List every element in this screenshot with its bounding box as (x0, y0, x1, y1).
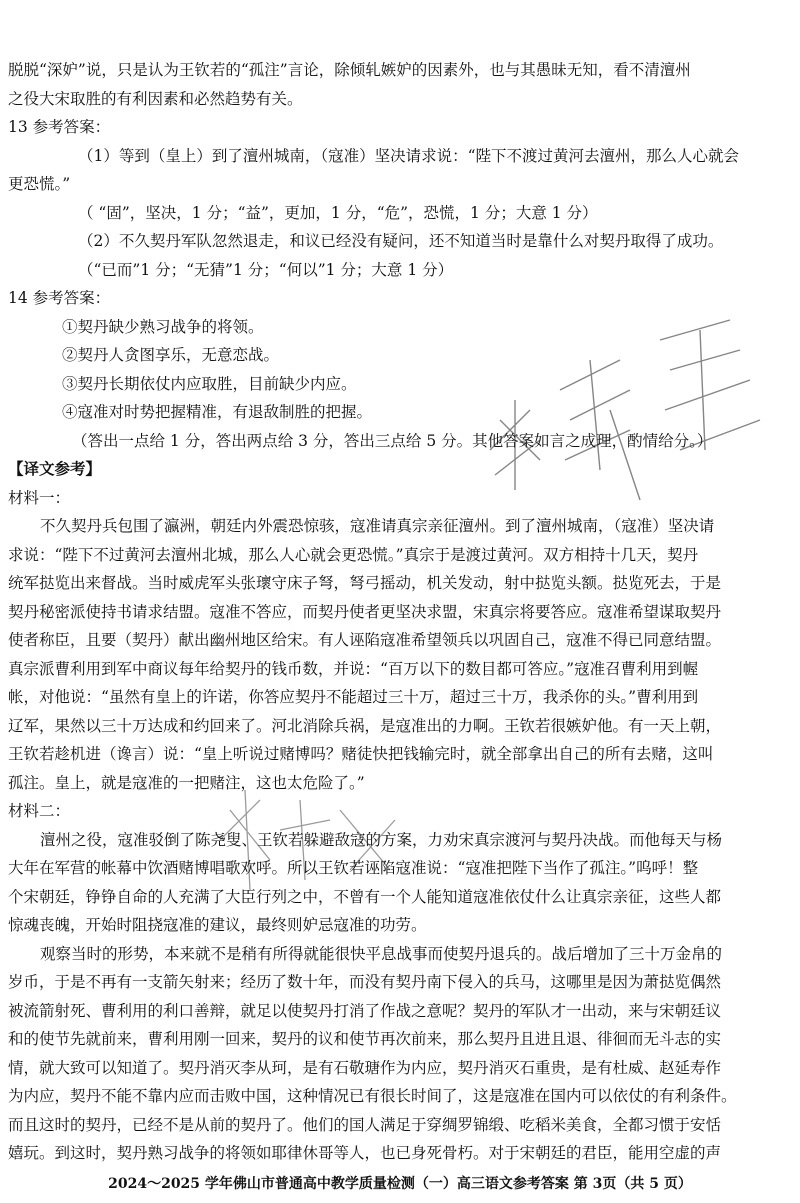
q13-heading: 13 参考答案： (8, 118, 111, 136)
material2-line: 被流箭射死、曹利用的利口善辩，就足以使契丹打消了作战之意呢？契丹的军队才一出动，来与宋朝廷议 (8, 1002, 722, 1020)
material2-line: 澶州之役，寇准驳倒了陈尧叟、王钦若躲避敌寇的方案，力劝宋真宗渡河与契丹决战。而他每天与杨 (40, 831, 723, 849)
material2-label: 材料二： (8, 802, 71, 820)
q13-line-1: （1）等到（皇上）到了澶州城南，（寇准）坚决请求说：“陛下不渡过黄河去澶州，那么人心就会 (78, 147, 740, 165)
material2-line: 和的使节先就前来，曹利用刚一回来，契丹的议和使节再次前来，那么契丹且进且退、徘徊而无斗志的实 (8, 1030, 722, 1048)
q14-line-5: （答出一点给 1 分，答出两点给 3 分，答出三点给 5 分。其他答案如言之成理，酌情给分。） (72, 432, 713, 450)
q14-line-3: ③契丹长期依仗内应取胜，目前缺少内应。 (62, 375, 357, 393)
q14-line-2: ②契丹人贪图享乐，无意恋战。 (62, 346, 280, 364)
intro-line-2: 之役大宋取胜的有利因素和必然趋势有关。 (8, 90, 303, 108)
q13-line-2: 更恐慌。” (8, 175, 71, 193)
material2-line: 惊魂丧魄，开始时阻挠寇准的建议，最终则妒忌寇准的功劳。 (8, 916, 427, 934)
material1-line: 帐，对他说：“虽然有皇上的许诺，你答应契丹不能超过三十万，超过三十万，我杀你的头。”曹利用到 (8, 688, 699, 706)
material2-line: 大年在军营的帐幕中饮酒赌博唱歌欢呼。所以王钦若诬陷寇准说：“寇准把陛下当作了孤注。”呜呼！整 (8, 859, 699, 877)
q14-line-4: ④寇准对时势把握精准，有退敌制胜的把握。 (62, 403, 373, 421)
material1-line: 孤注。皇上，就是寇准的一把赌注，这也太危险了。” (8, 774, 365, 792)
material1-line: 使者称臣，且要（契丹）献出幽州地区给宋。有人诬陷寇准希望领兵以巩固自己，寇准不得已同意结盟。 (8, 631, 722, 649)
material1-line: 求说：“陛下不过黄河去澶州北城，那么人心就会更恐慌。”真宗于是渡过黄河。双方相持十几天，契丹 (8, 546, 699, 564)
page-footer: 2024～2025 学年佛山市普通高中教学质量检测（一）高三语文参考答案 第 3页（共 5 页） (108, 1176, 692, 1192)
material2-line: 岁币，于是不再有一支箭矢射来；经历了数十年，而没有契丹南下侵入的兵马，这哪里是因为萧挞览偶然 (8, 973, 722, 991)
material1-label: 材料一： (8, 489, 71, 507)
material1-line: 契丹秘密派使持书请求结盟。寇准不答应，而契丹使者更坚决求盟，宋真宗将要答应。寇准希望谋取契丹 (8, 603, 722, 621)
q13-line-5: （“已而”1 分；“无猜”1 分；“何以”1 分；大意 1 分） (78, 261, 454, 279)
material2-line: 个宋朝廷，铮铮自命的人充满了大臣行列之中，不曾有一个人能知道寇准依仗什么让真宗亲征，这些人都 (8, 888, 722, 906)
material1-line: 统军挞览出来督战。当时威虎军头张瓌守床子弩，弩弓摇动，机关发动，射中挞览头额。挞览死去，于是 (8, 574, 722, 592)
q13-line-4: （2）不久契丹军队忽然退走，和议已经没有疑问，还不知道当时是靠什么对契丹取得了成功。 (78, 232, 724, 250)
material1-line: 不久契丹兵包围了瀛洲，朝廷内外震恐惊骇，寇准请真宗亲征澶州。到了澶州城南，（寇准）坚决请 (40, 517, 715, 535)
material2-line: 观察当时的形势，本来就不是稍有所得就能很快平息战事而使契丹退兵的。战后增加了三十万金帛的 (40, 945, 723, 963)
material2-line: 而且这时的契丹，已经不是从前的契丹了。他们的国人满足于穿绸罗锦缎、吃稻米美食，全都习惯于安恬 (8, 1116, 722, 1134)
material1-line: 辽军，果然以三十万达成和约回来了。河北消除兵祸，是寇准出的力啊。王钦若很嫉妒他。有一天上朝， (8, 717, 722, 735)
material2-line: 为内应，契丹不能不靠内应而击败中国，这种情况已有很长时间了，这是寇准在国内可以依仗的有利条件。 (8, 1087, 737, 1105)
material1-line: 王钦若趁机进（谗言）说：“皇上听说过赌博吗？赌徒快把钱输完时，就全部拿出自己的所有去赌，这叫 (8, 745, 714, 763)
material1-line: 真宗派曹利用到军中商议每年给契丹的钱币数，并说：“百万以下的数目都可答应。”寇准召曹利用到幄 (8, 660, 699, 678)
material2-line: 嬉玩。到这时，契丹熟习战争的将领如耶律休哥等人，也已身死骨朽。对于宋朝廷的君臣，能用空虚的声 (8, 1144, 722, 1162)
q14-line-1: ①契丹缺少熟习战争的将领。 (62, 318, 264, 336)
material2-line: 情，就大致可以知道了。契丹消灭李从珂，是有石敬瑭作为内应，契丹消灭石重贵，是有杜威、赵延寿作 (8, 1059, 722, 1077)
intro-line-1: 脱脱“深妒”说，只是认为王钦若的“孤注”言论，除倾轧嫉妒的因素外，也与其愚昧无知，看不清澶州 (8, 61, 691, 79)
q13-line-3: （ “固”，坚决，1 分；“益”，更加，1 分，“危”，恐慌，1 分；大意 1 分） (78, 204, 598, 222)
q14-heading: 14 参考答案： (8, 289, 111, 307)
translation-heading: 【译文参考】 (8, 459, 102, 478)
